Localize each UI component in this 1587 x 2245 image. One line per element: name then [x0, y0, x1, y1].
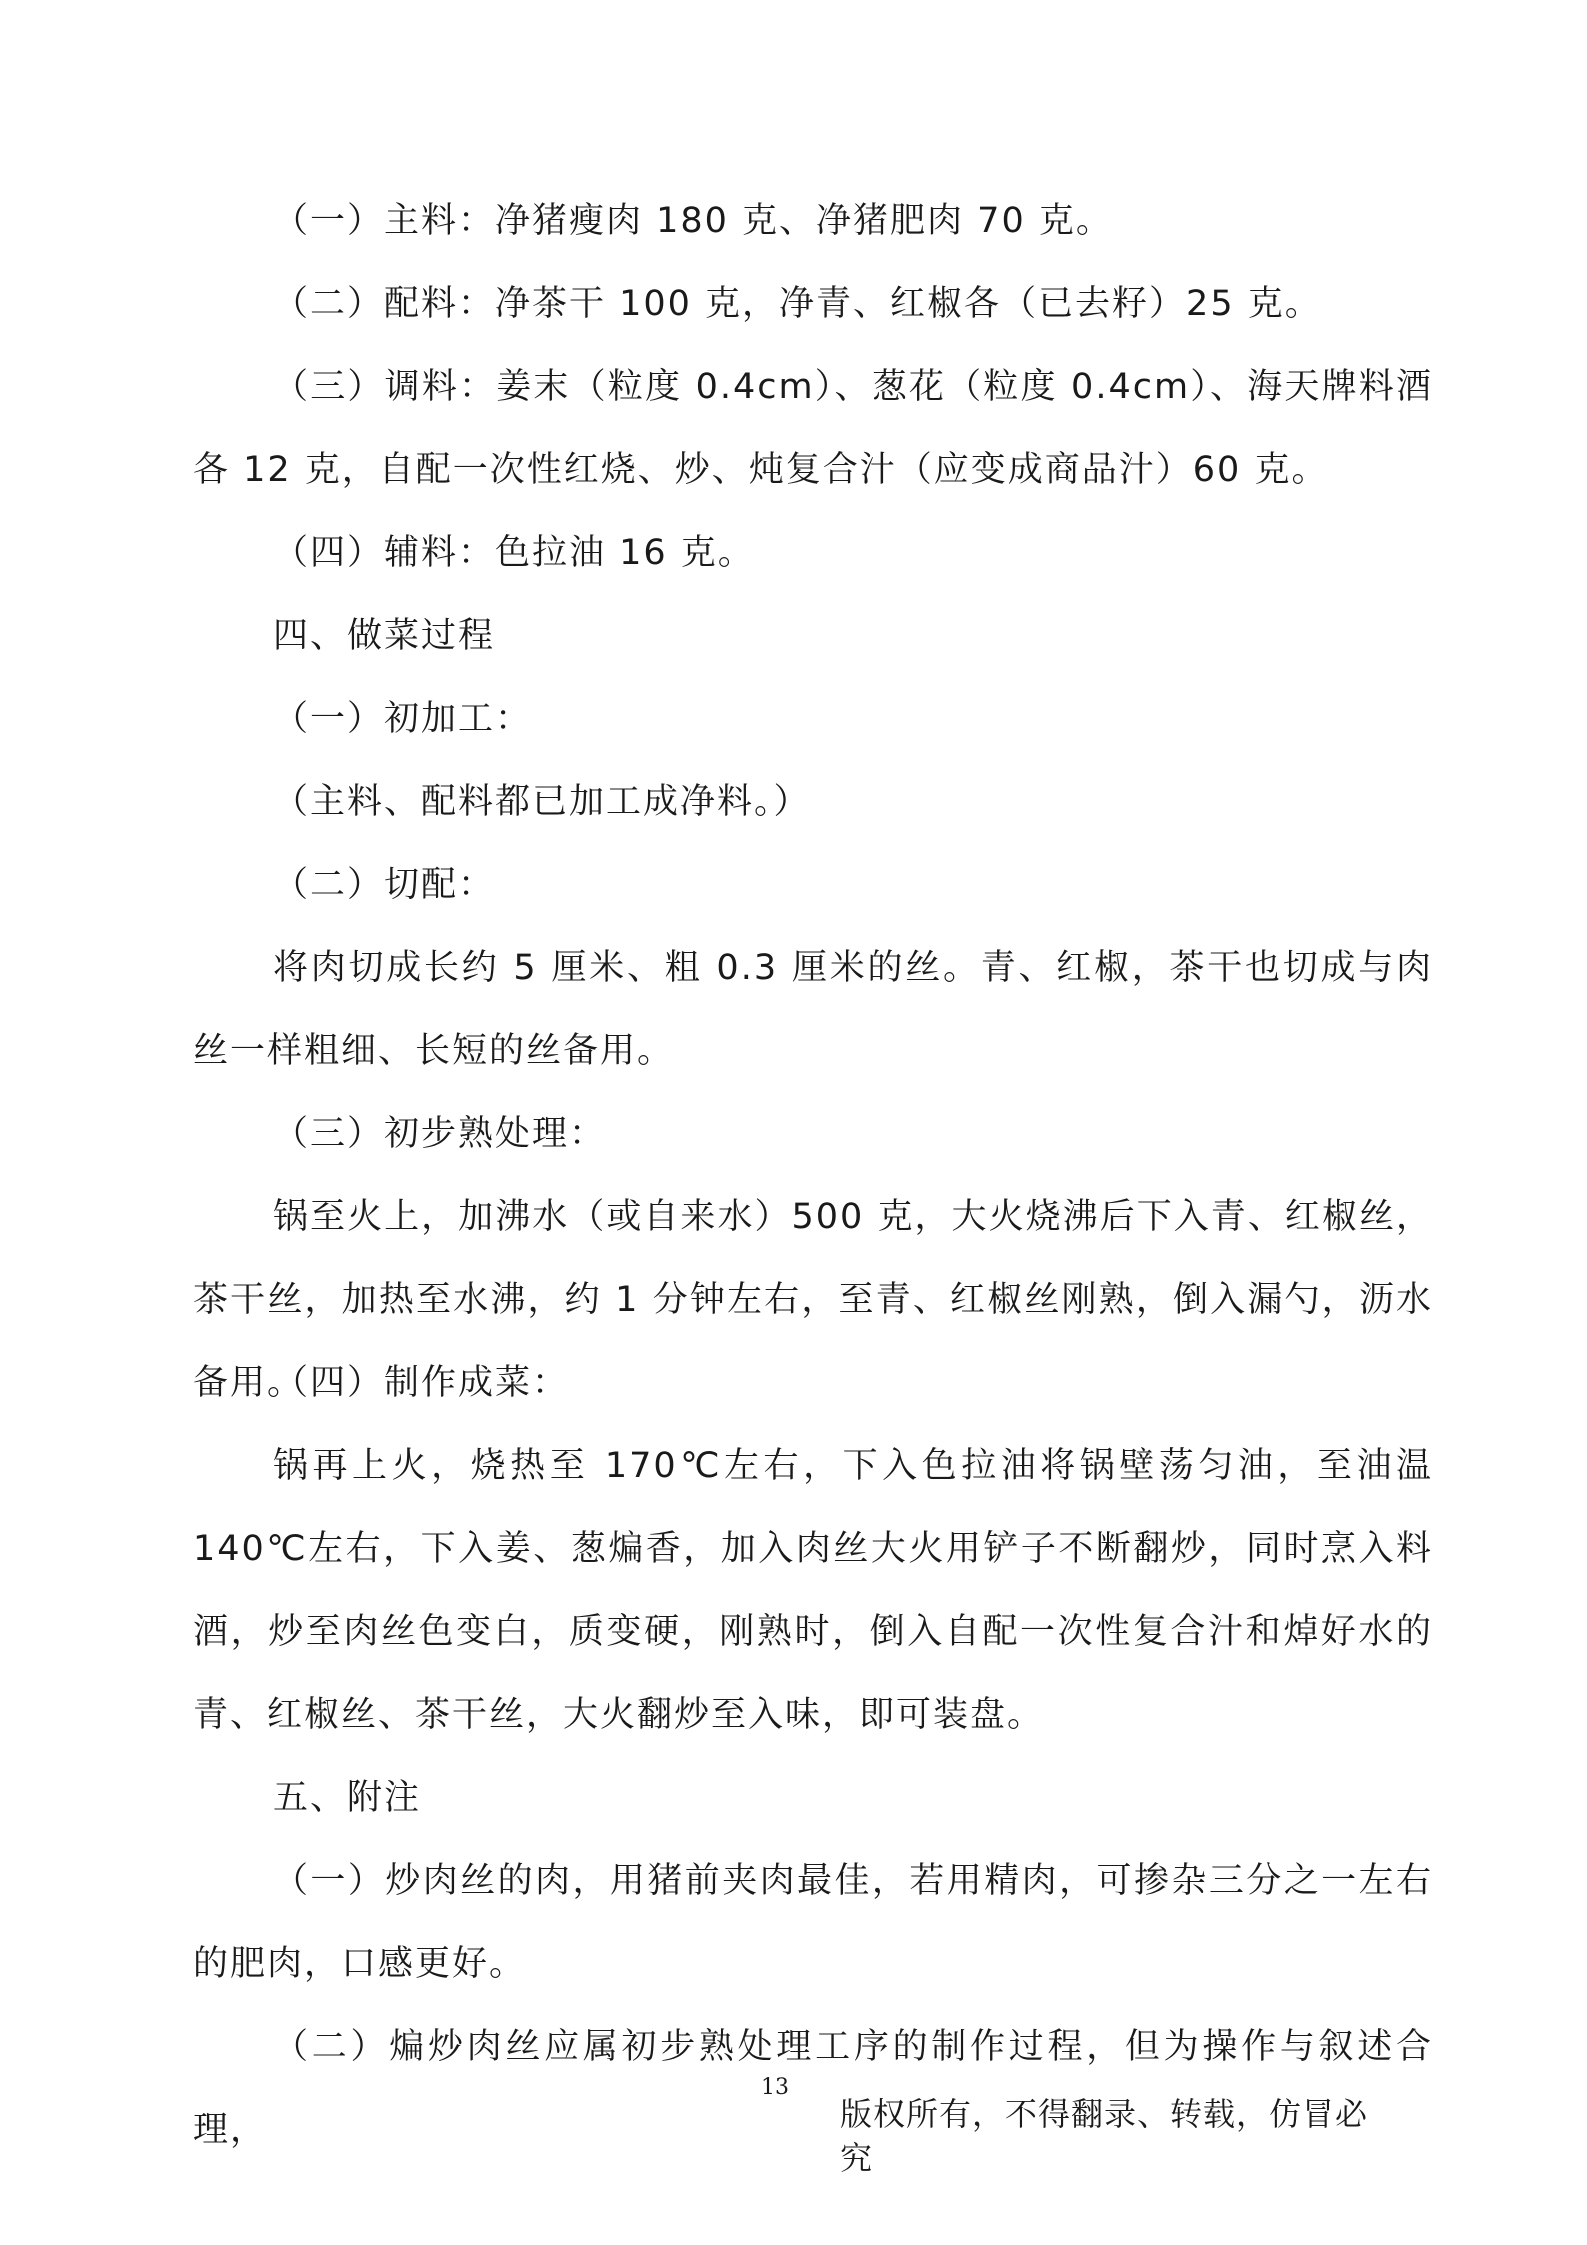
paragraph-initial-processing-note: （主料、配料都已加工成净料。）: [273, 782, 811, 822]
paragraph-cutting: 将肉切成长约 5 厘米、粗 0.3 厘米的丝。青、红椒，茶干也切成与肉丝一样粗细、长短的丝备用。: [193, 948, 1433, 1071]
subheading-preliminary-heat-treatment: （三）初步熟处理：: [273, 1114, 607, 1154]
subheading-finishing-dish: （四）制作成菜：: [273, 1363, 570, 1403]
subheading-initial-processing: （一）初加工：: [273, 699, 533, 739]
section-heading-notes: 五、附注: [273, 1778, 422, 1818]
paragraph-finishing-dish: 锅再上火，烧热至 170℃左右，下入色拉油将锅壁荡匀油，至油温 140℃左右，下入姜、葱煸香，加入肉丝大火用铲子不断翻炒，同时烹入料酒，炒至肉丝色变白，质变硬，刚熟时，倒入自配一次性复合汁和焯好水的青、红椒丝、茶干丝，大火翻炒至入味，即可装盘。: [193, 1446, 1433, 1735]
section-heading-cooking-process: 四、做菜过程: [273, 616, 496, 656]
page-number: 13: [761, 2075, 789, 2100]
paragraph-note-2: （二）煸炒肉丝应属初步熟处理工序的制作过程，但为操作与叙述合理，: [193, 2027, 1433, 2150]
subheading-cutting: （二）切配：: [273, 865, 496, 905]
paragraph-seasonings: （三）调料：姜末（粒度 0.4cm）、葱花（粒度 0.4cm）、海天牌料酒各 12 克，自配一次性红烧、炒、炖复合汁（应变成商品汁）60 克。: [193, 367, 1433, 490]
paragraph-auxiliary-ingredients: （四）辅料：色拉油 16 克。: [273, 533, 755, 573]
copyright-notice: 版权所有，不得翻录、转载，仿冒必究: [840, 2095, 1369, 2177]
paragraph-note-1: （一）炒肉丝的肉，用猪前夹肉最佳，若用精肉，可掺杂三分之一左右的肥肉，口感更好。: [193, 1861, 1433, 1984]
paragraph-main-ingredients: （一）主料：净猪瘦肉 180 克、净猪肥肉 70 克。: [273, 201, 1113, 241]
paragraph-preliminary-heat-treatment: 锅至火上，加沸水（或自来水）500 克，大火烧沸后下入青、红椒丝，茶干丝，加热至水沸，约 1 分钟左右，至青、红椒丝刚熟，倒入漏勺，沥水备用。: [193, 1197, 1433, 1403]
paragraph-side-ingredients: （二）配料：净茶干 100 克，净青、红椒各（已去籽）25 克。: [273, 284, 1322, 324]
